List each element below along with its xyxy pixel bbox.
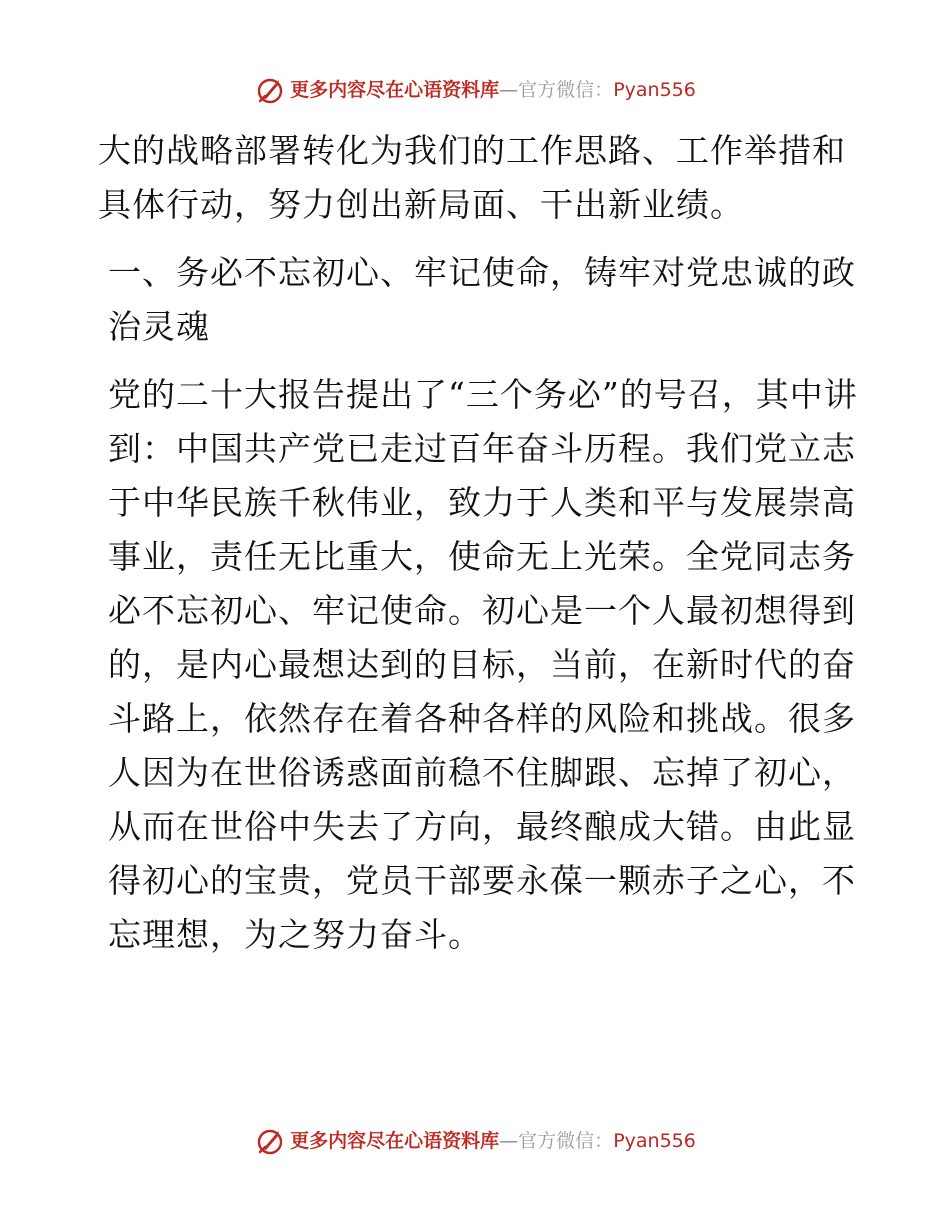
official-wechat-label: 官方微信： — [518, 1130, 614, 1152]
paragraph-body: 党的二十大报告提出了“三个务必”的号召，其中讲到：中国共产党已走过百年奋斗历程。我们党立志于中华民族千秋伟业，致力于人类和平与发展崇高事业，责任无比重大，使命无上光荣。全党同志务必不忘初心、牢记使命。初心是一个人最初想得到的，是内心最想达到的目标，当前，在新时代的奋斗路上，依然存在着各种各样的风险和挑战。很多人因为在世俗诱惑面前稳不住脚跟、忘掉了初心，从而在世俗中失去了方向，最终酿成大错。由此显得初心的宝贵，党员干部要永葆一颗赤子之心，不忘理想，为之努力奋斗。 — [108, 375, 858, 954]
wechat-id: Pyan556 — [613, 1130, 696, 1152]
site-name: 更多内容尽在心语资料库 — [290, 1130, 500, 1152]
official-wechat-label: 官方微信： — [518, 79, 614, 101]
site-name: 更多内容尽在心语资料库 — [290, 79, 500, 101]
header-watermark — [0, 74, 950, 106]
quill-logo-icon — [254, 1125, 286, 1157]
document-body — [98, 124, 858, 962]
paragraph-intro: 大的战略部署转化为我们的工作思路、工作举措和具体行动，努力创出新局面、干出新业绩。 — [98, 131, 846, 224]
wechat-id: Pyan556 — [613, 79, 696, 101]
section-heading: 一、务必不忘初心、牢记使命，铸牢对党忠诚的政治灵魂 — [108, 253, 856, 346]
separator-dash: — — [499, 79, 519, 101]
separator-dash: — — [499, 1130, 519, 1152]
footer-watermark — [0, 1125, 950, 1157]
quill-logo-icon — [254, 74, 286, 106]
